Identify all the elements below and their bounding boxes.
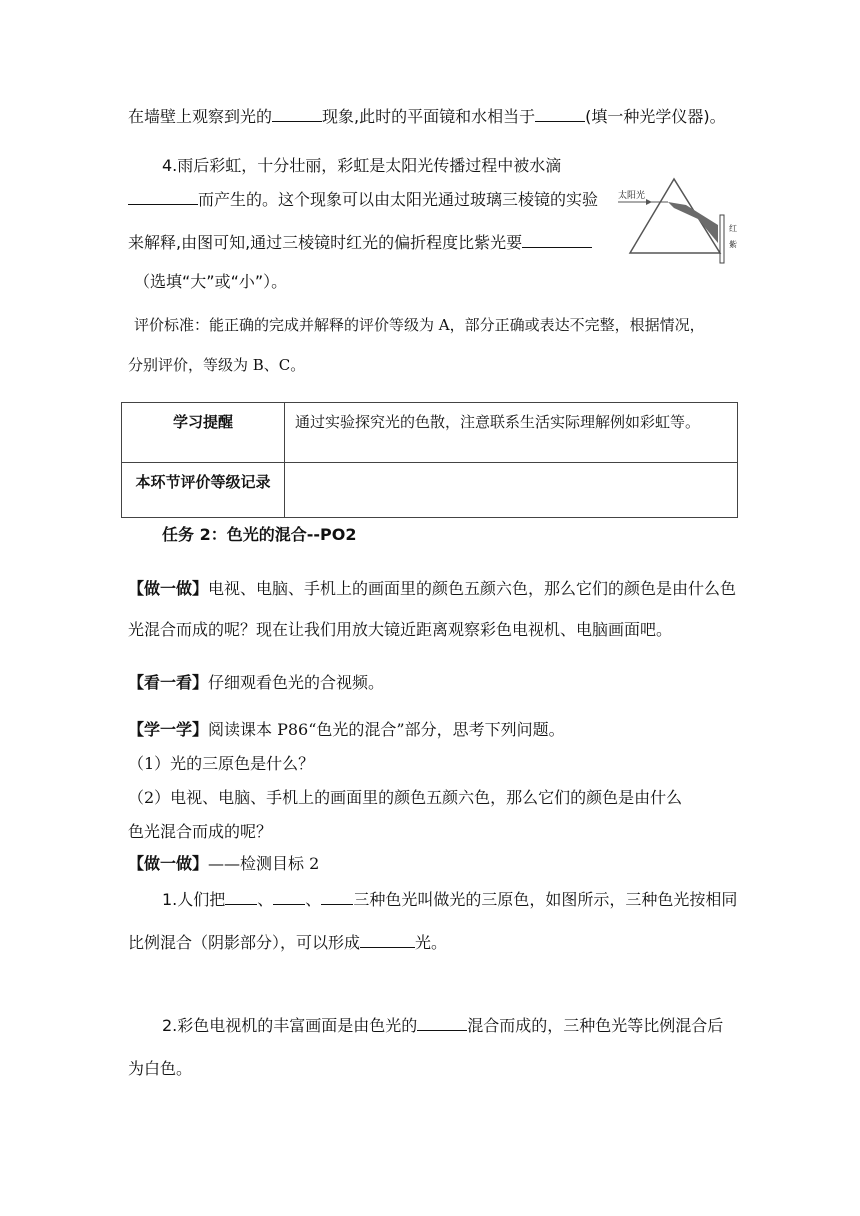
table-header-cell: 学习提醒 bbox=[122, 403, 285, 463]
table-content-cell bbox=[285, 463, 738, 518]
answer-blank bbox=[128, 189, 198, 205]
do-tag: 【做一做】 bbox=[128, 579, 209, 598]
exercise-text: 混合而成的，三种色光等比例混合后 bbox=[467, 1016, 724, 1035]
exercise-2-line-2: 为白色。 bbox=[128, 1059, 193, 1078]
q4-line-3-text: 来解释,由图可知,通过三棱镜时红光的偏折程度比紫光要 bbox=[128, 233, 523, 252]
q3-text-c: (填一种光学仪器)。 bbox=[585, 107, 726, 126]
answer-blank bbox=[417, 1015, 467, 1031]
criteria-line-1: 评价标准：能正确的完成并解释的评价等级为 A，部分正确或表达不完整，根据情况， bbox=[134, 316, 705, 334]
learn-tag: 【学一学】 bbox=[128, 720, 209, 739]
q3-text-b: 现象,此时的平面镜和水相当于 bbox=[322, 107, 536, 126]
do1-line-2: 光混合而成的呢？现在让我们用放大镜近距离观察彩色电视机、电脑画面吧。 bbox=[128, 620, 673, 639]
do-tag: 【做一做】 bbox=[128, 854, 209, 873]
reminder-table bbox=[121, 402, 738, 518]
table-row bbox=[122, 403, 738, 463]
q3-text-a: 在墙壁上观察到光的 bbox=[128, 107, 273, 126]
answer-blank bbox=[321, 889, 353, 905]
screen bbox=[720, 215, 724, 263]
answer-blank bbox=[360, 932, 415, 948]
arrow-icon bbox=[646, 199, 652, 205]
separator: 、 bbox=[257, 890, 274, 909]
answer-blank bbox=[535, 106, 585, 122]
table-header-cell: 本环节评价等级记录 bbox=[122, 463, 285, 518]
prism-figure bbox=[616, 175, 746, 265]
do2-text: ——检测目标 2 bbox=[208, 854, 320, 873]
look-text: 仔细观看色光的合视频。 bbox=[208, 673, 385, 692]
exercise-1-line-2 bbox=[128, 932, 447, 954]
q4-line-3 bbox=[128, 232, 592, 254]
question-2-line-1: （2）电视、电脑、手机上的画面里的颜色五颜六色，那么它们的颜色是由什么 bbox=[128, 788, 683, 807]
look-line bbox=[128, 672, 384, 694]
answer-blank bbox=[272, 106, 322, 122]
exercise-text: 光。 bbox=[415, 933, 448, 952]
task2-title: 任务 2：色光的混合--PO2 bbox=[162, 525, 357, 544]
do2-line bbox=[128, 853, 319, 875]
q4-line-2 bbox=[128, 189, 598, 211]
red-label: 红 bbox=[729, 224, 737, 233]
exercise-text: 比例混合（阴影部分），可以形成 bbox=[128, 933, 361, 952]
exercise-text: 1.人们把 bbox=[162, 890, 226, 909]
table-content-cell: 通过实验探究光的色散，注意联系生活实际理解例如彩虹等。 bbox=[285, 403, 738, 463]
learn-line bbox=[128, 719, 565, 741]
q4-line-4: （选填“大”或“小”）。 bbox=[134, 272, 288, 291]
answer-blank bbox=[522, 232, 592, 248]
look-tag: 【看一看】 bbox=[128, 673, 209, 692]
criteria-line-2: 分别评价，等级为 B、C。 bbox=[128, 356, 306, 374]
exercise-2-line-1 bbox=[162, 1015, 723, 1037]
q4-line-1: 4.雨后彩虹，十分壮丽，彩虹是太阳光传播过程中被水滴 bbox=[162, 156, 562, 175]
exercise-1-line-1 bbox=[162, 889, 737, 911]
question-1: （1）光的三原色是什么？ bbox=[128, 754, 315, 773]
answer-blank bbox=[225, 889, 257, 905]
question-2-line-2: 色光混合而成的呢？ bbox=[128, 822, 273, 841]
answer-blank bbox=[273, 889, 305, 905]
separator: 、 bbox=[305, 890, 322, 909]
do1-line-1 bbox=[128, 578, 736, 600]
exercise-text: 三种色光叫做光的三原色，如图所示，三种色光按相同 bbox=[353, 890, 738, 909]
q4-line-2-text: 而产生的。这个现象可以由太阳光通过玻璃三棱镜的实验 bbox=[198, 190, 599, 209]
learn-text: 阅读课本 P86“色光的混合”部分，思考下列问题。 bbox=[208, 720, 565, 739]
do1-text: 电视、电脑、手机上的画面里的颜色五颜六色，那么它们的颜色是由什么色 bbox=[208, 579, 737, 598]
table-row bbox=[122, 463, 738, 518]
exercise-text: 2.彩色电视机的丰富画面是由色光的 bbox=[162, 1016, 418, 1035]
q3-line bbox=[128, 106, 726, 128]
sun-light-label: 太阳光 bbox=[618, 191, 646, 201]
purple-label: 紫 bbox=[729, 240, 737, 249]
